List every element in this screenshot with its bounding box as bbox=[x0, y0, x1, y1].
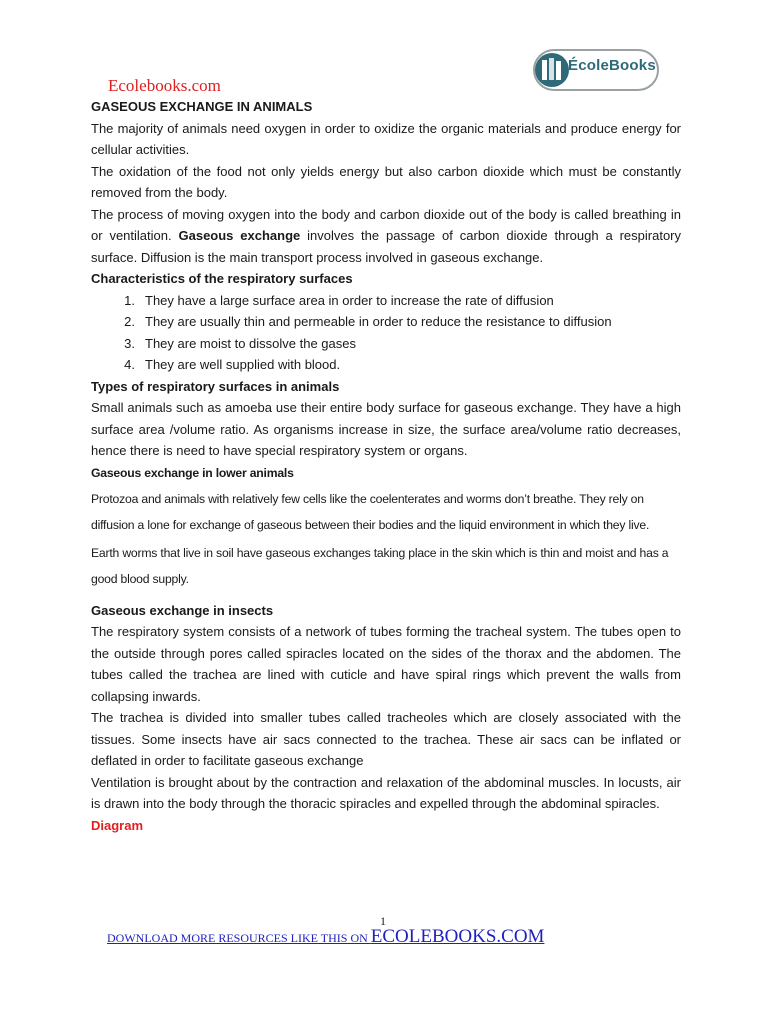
characteristics-heading: Characteristics of the respiratory surfaces bbox=[91, 271, 353, 286]
list-text: They have a large surface area in order to increase the rate of diffusion bbox=[145, 292, 554, 308]
ventilation-text-start: The process of moving oxygen into the body and carbon dioxide out of the body is called breathing in or ventilation. bbox=[91, 206, 681, 243]
list-number: 3. bbox=[124, 335, 135, 351]
list-item bbox=[91, 333, 681, 355]
list-item bbox=[91, 311, 681, 333]
list-item bbox=[91, 354, 681, 376]
site-link[interactable]: Ecolebooks.com bbox=[108, 76, 221, 95]
lower-animals-heading: Gaseous exchange in lower animals bbox=[91, 465, 294, 480]
gaseous-exchange-term: Gaseous exchange bbox=[178, 228, 301, 243]
ventilation-text-end: involves the passage of carbon dioxide through a respiratory surface. Diffusion is the main transport process involved in gaseous exchange. bbox=[91, 228, 681, 265]
insects-paragraph-3: Ventilation is brought about by the contraction and relaxation of the abdominal muscles. In locusts, air is drawn into the body through the thoracic spiracles and expelled through the abdominal spiracles. bbox=[91, 774, 681, 811]
list-number: 2. bbox=[124, 314, 135, 329]
insects-paragraph-2: The trachea is divided into smaller tubes called tracheoles which are closely associated with the tissues. Some insects have air sacs connected to the trachea. These air sacs can be inflated or deflated in order to facilitate gaseous exchange bbox=[91, 710, 681, 768]
list-text: They are moist to dissolve the gases bbox=[145, 335, 356, 351]
list-item bbox=[91, 290, 681, 312]
list-number: 1. bbox=[124, 292, 135, 308]
types-paragraph: Small animals such as amoeba use their entire body surface for gaseous exchange. They have a high surface area /volume ratio. As organisms increase in size, the surface area/volume ratio decreases, hence there is need to have special respiratory system or organs. bbox=[91, 400, 681, 458]
characteristics-list bbox=[91, 290, 681, 376]
footer-site-text: ECOLEBOOKS.COM bbox=[370, 926, 545, 947]
intro-paragraph-2: The oxidation of the food not only yields energy but also carbon dioxide which must be constantly removed from the body. bbox=[91, 163, 681, 200]
lower-animals-paragraph-2: Earth worms that live in soil have gaseous exchanges taking place in the skin which is thin and moist and has a good blood supply. bbox=[91, 545, 669, 586]
lower-animals-paragraph-1: Protozoa and animals with relatively few cells like the coelenterates and worms don’t breathe. They rely on diffusion a lone for exchange of gaseous between their bodies and the liquid environment in which they live. bbox=[91, 491, 650, 532]
ventilation-paragraph bbox=[91, 204, 681, 269]
list-text: They are usually thin and permeable in order to reduce the resistance to diffusion bbox=[145, 314, 612, 329]
page-number: 1 bbox=[380, 914, 386, 928]
download-text: DOWNLOAD MORE RESOURCES LIKE THIS ON bbox=[107, 931, 371, 945]
intro-paragraph-1: The majority of animals need oxygen in order to oxidize the organic materials and produce energy for cellular activities. bbox=[91, 120, 681, 157]
logo-text: ÉcoleBooks bbox=[568, 57, 656, 74]
insects-heading: Gaseous exchange in insects bbox=[91, 602, 274, 618]
ecolebooks-logo bbox=[532, 48, 660, 92]
types-heading: Types of respiratory surfaces in animals bbox=[91, 378, 340, 394]
list-text: They are well supplied with blood. bbox=[145, 357, 341, 372]
diagram-label: Diagram bbox=[91, 817, 144, 833]
list-number: 4. bbox=[124, 357, 135, 372]
insects-paragraph-1: The respiratory system consists of a network of tubes forming the tracheal system. The tubes open to the outside through pores called spiracles located on the sides of the thorax and the abdomen. The tubes called the trachea are lined with cuticle and have spiral rings which prevent the walls from collapsing inwards. bbox=[91, 624, 681, 704]
download-link[interactable] bbox=[107, 926, 544, 948]
document-body bbox=[91, 96, 681, 836]
page-title: GASEOUS EXCHANGE IN ANIMALS bbox=[91, 99, 313, 114]
